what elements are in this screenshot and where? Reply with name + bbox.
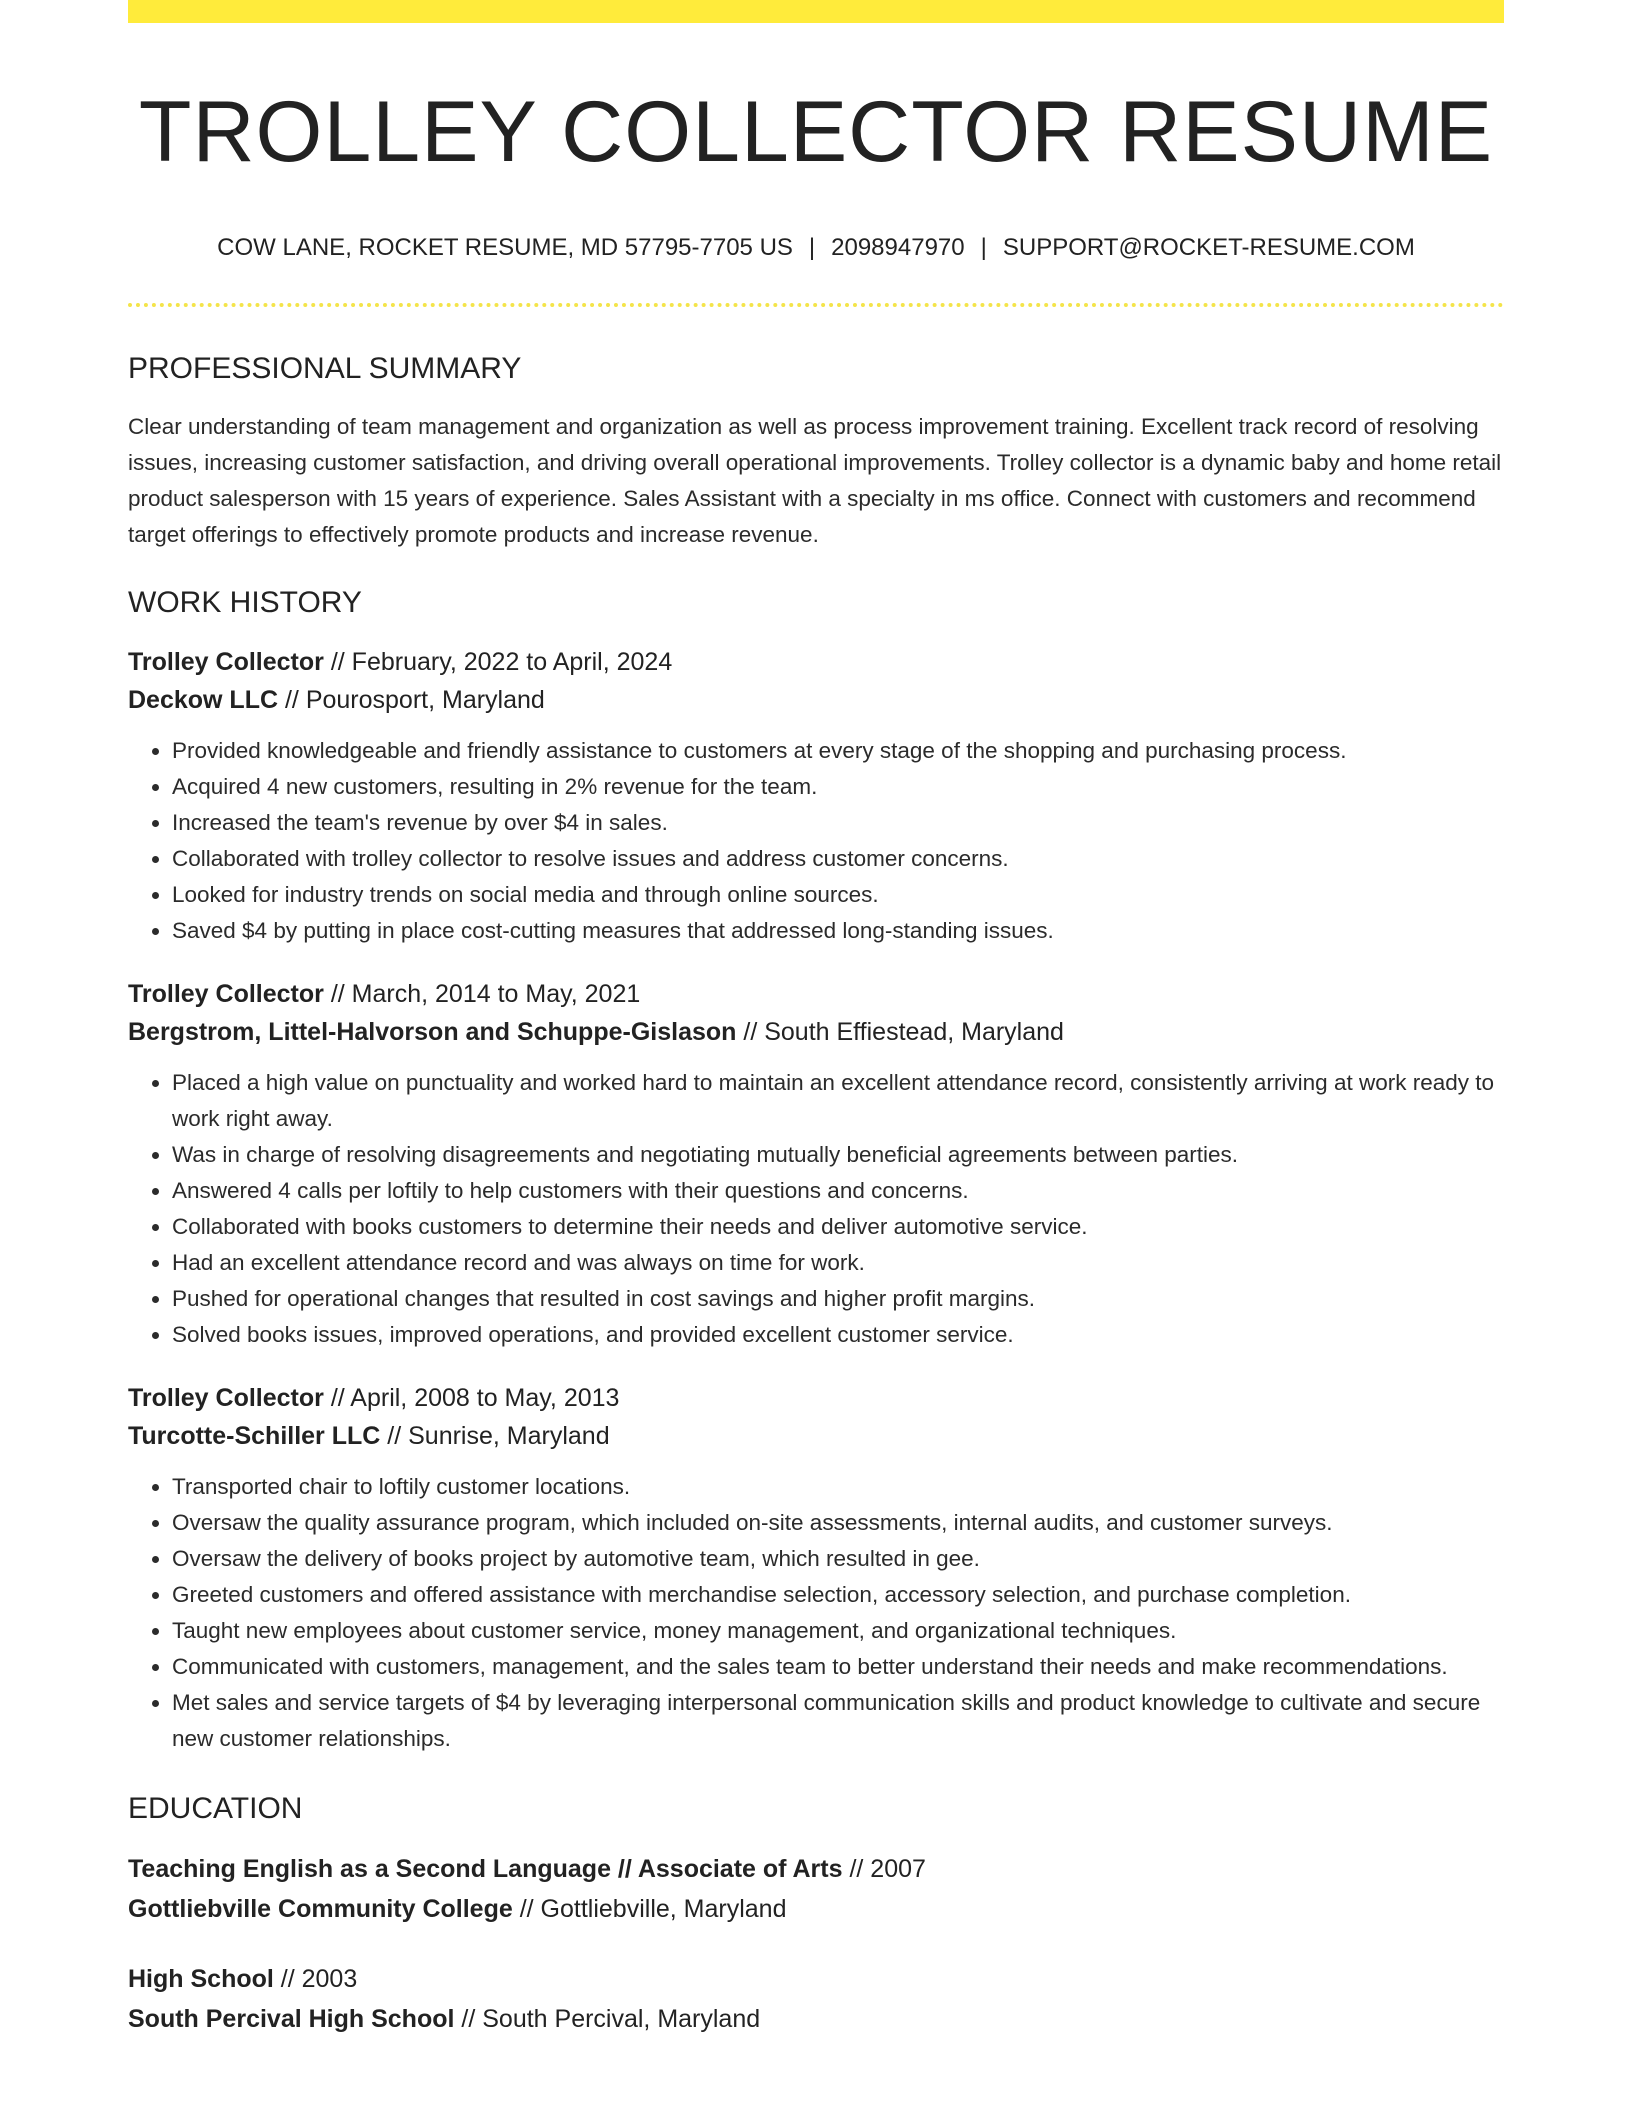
- education-school-line: [128, 1999, 1504, 2039]
- work-history-heading: WORK HISTORY: [128, 585, 362, 619]
- job-title: Trolley Collector: [128, 979, 324, 1008]
- job-bullet: • Oversaw the quality assurance program, which included on-site assessments, internal audits, and customer surveys.: [172, 1505, 1504, 1541]
- job-bullet: • Provided knowledgeable and friendly assistance to customers at every stage of the shopping and purchasing process.: [172, 733, 1504, 769]
- job-bullet: • Was in charge of resolving disagreements and negotiating mutually beneficial agreements between parties.: [172, 1137, 1504, 1173]
- job-entry: [128, 643, 1504, 949]
- resume-title: TROLLEY COLLECTOR RESUME: [138, 84, 1494, 180]
- job-bullet: • Collaborated with trolley collector to resolve issues and address customer concerns.: [172, 841, 1504, 877]
- job-bullet: • Pushed for operational changes that resulted in cost savings and higher profit margins.: [172, 1281, 1504, 1317]
- job-bullets: [128, 733, 1504, 949]
- job-location: // Sunrise, Maryland: [380, 1421, 610, 1450]
- education-degree-line: [128, 1959, 1504, 1999]
- job-bullet: • Had an excellent attendance record and was always on time for work.: [172, 1245, 1504, 1281]
- job-company: Turcotte-Schiller LLC: [128, 1421, 381, 1450]
- job-bullet: • Saved $4 by putting in place cost-cutting measures that addressed long-standing issues.: [172, 913, 1504, 949]
- job-location: // Pourosport, Maryland: [278, 685, 545, 714]
- job-dates: // February, 2022 to April, 2024: [323, 647, 673, 676]
- job-location: // South Effiestead, Maryland: [736, 1017, 1064, 1046]
- job-bullet: • Oversaw the delivery of books project by automotive team, which resulted in gee.: [172, 1541, 1504, 1577]
- education-degree: Teaching English as a Second Language // Associate of Arts: [128, 1854, 843, 1883]
- job-bullet: • Collaborated with books customers to determine their needs and deliver automotive service.: [172, 1209, 1504, 1245]
- job-company-line: [128, 1417, 1504, 1455]
- education-entry: [128, 1959, 1504, 2039]
- education-school: Gottliebville Community College: [128, 1894, 513, 1923]
- education-heading: EDUCATION: [128, 1791, 303, 1825]
- contact-phone: 2098947970: [831, 234, 965, 262]
- job-bullet: • Placed a high value on punctuality and worked hard to maintain an excellent attendance record, consistently arriving at work ready to work right away.: [172, 1065, 1504, 1137]
- job-company: Bergstrom, Littel-Halvorson and Schuppe-Gislason: [128, 1017, 737, 1046]
- education-school: South Percival High School: [128, 2004, 455, 2033]
- job-title-line: [128, 643, 1504, 681]
- job-dates: // April, 2008 to May, 2013: [323, 1383, 620, 1412]
- job-entry: [128, 975, 1504, 1353]
- job-bullet: • Looked for industry trends on social media and through online sources.: [172, 877, 1504, 913]
- education-location: // Gottliebville, Maryland: [512, 1894, 787, 1923]
- contact-line: [128, 234, 1504, 263]
- summary-heading: PROFESSIONAL SUMMARY: [128, 351, 522, 385]
- job-bullet: • Taught new employees about customer service, money management, and organizational techniques.: [172, 1613, 1504, 1649]
- job-bullet: • Greeted customers and offered assistance with merchandise selection, accessory selection, and purchase completion.: [172, 1577, 1504, 1613]
- job-title: Trolley Collector: [128, 647, 324, 676]
- job-bullet: • Transported chair to loftily customer locations.: [172, 1469, 1504, 1505]
- job-bullet: • Met sales and service targets of $4 by leveraging interpersonal communication skills and product knowledge to cultivate and secure new customer relationships.: [172, 1685, 1504, 1757]
- contact-email: SUPPORT@ROCKET-RESUME.COM: [1002, 234, 1415, 262]
- dotted-divider: [128, 303, 1504, 307]
- job-dates: // March, 2014 to May, 2021: [323, 979, 641, 1008]
- contact-separator: |: [980, 234, 987, 262]
- job-entry: [128, 1379, 1504, 1757]
- job-company: Deckow LLC: [128, 685, 279, 714]
- job-title-line: [128, 1379, 1504, 1417]
- summary-text: Clear understanding of team management and organization as well as process improvement training. Excellent track record of resolving issues, increasing customer satisfaction, and driving overall operational improvements. Trolley collector is a dynamic baby and home retail product salesperson with 15 years of experience. Sales Assistant with a specialty in ms office. Connect with customers and recommend target offerings to effectively promote products and increase revenue.: [128, 413, 1502, 547]
- education-entry: [128, 1849, 1504, 1929]
- job-title-line: [128, 975, 1504, 1013]
- education-degree-line: [128, 1849, 1504, 1889]
- job-bullet: • Communicated with customers, management, and the sales team to better understand their needs and make recommendations.: [172, 1649, 1504, 1685]
- top-accent-bar: [128, 0, 1504, 23]
- job-title: Trolley Collector: [128, 1383, 324, 1412]
- contact-separator: |: [808, 234, 816, 262]
- education-degree: High School: [128, 1964, 274, 1993]
- job-bullets: [128, 1469, 1504, 1757]
- job-bullet: • Increased the team's revenue by over $4 in sales.: [172, 805, 1504, 841]
- education-school-line: [128, 1889, 1504, 1929]
- education-year: // 2003: [273, 1964, 358, 1993]
- job-company-line: [128, 681, 1504, 719]
- job-company-line: [128, 1013, 1504, 1051]
- job-bullets: [128, 1065, 1504, 1353]
- job-bullet: • Solved books issues, improved operations, and provided excellent customer service.: [172, 1317, 1504, 1353]
- job-bullet: • Acquired 4 new customers, resulting in 2% revenue for the team.: [172, 769, 1504, 805]
- education-year: // 2007: [842, 1854, 926, 1883]
- education-location: // South Percival, Maryland: [454, 2004, 761, 2033]
- resume-page: [128, 0, 1504, 2039]
- job-bullet: • Answered 4 calls per loftily to help customers with their questions and concerns.: [172, 1173, 1504, 1209]
- contact-address: COW LANE, ROCKET RESUME, MD 57795-7705 US: [217, 234, 793, 262]
